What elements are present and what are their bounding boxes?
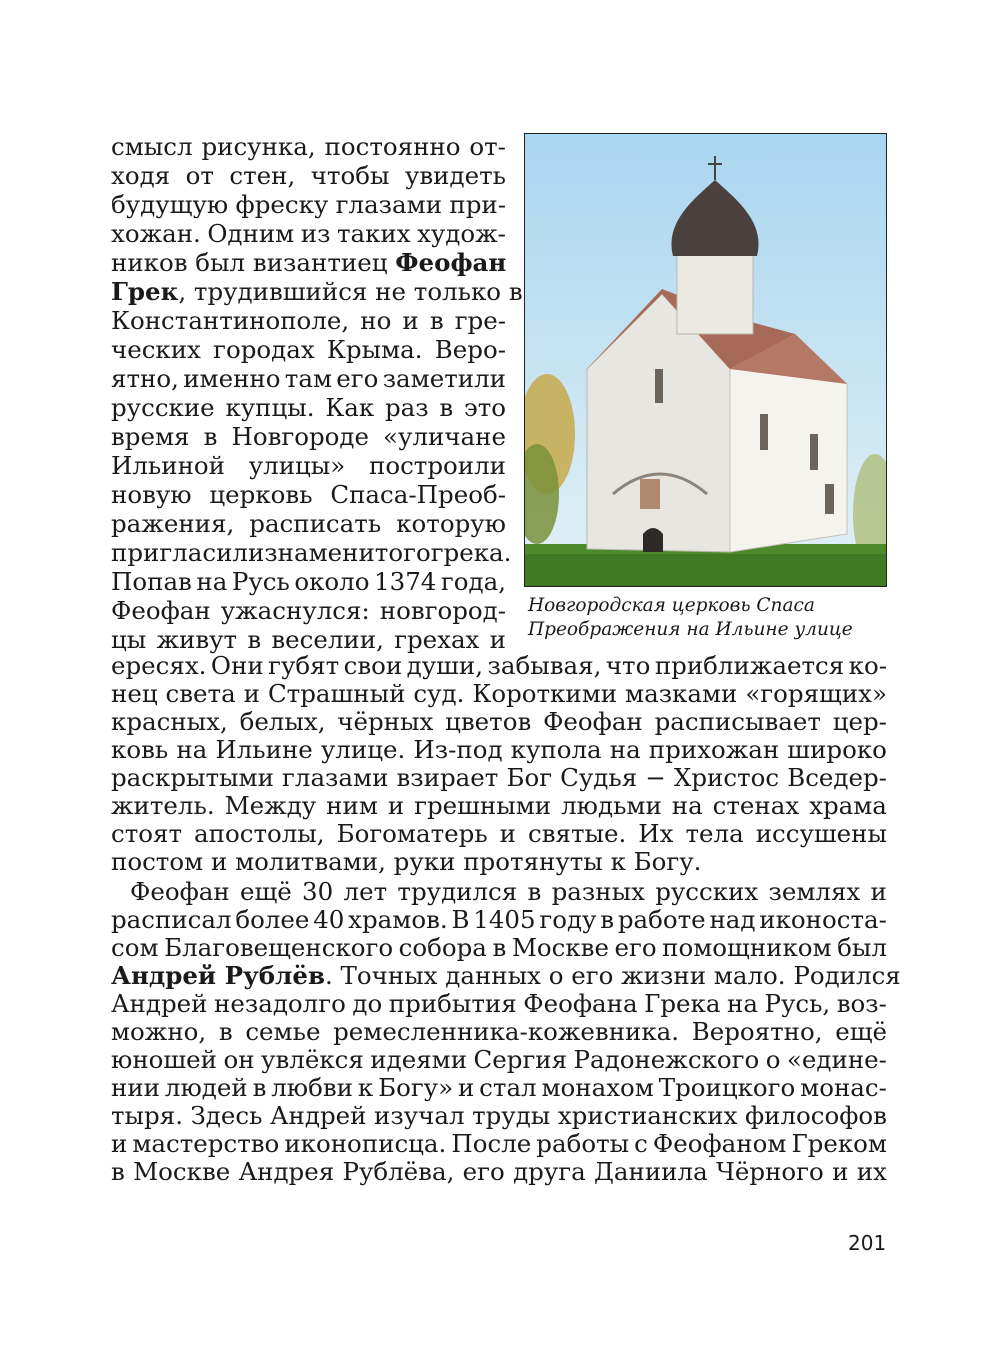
page-number: 201: [848, 1231, 887, 1255]
word: Ильине: [215, 735, 313, 764]
word: и: [499, 819, 517, 848]
word: ещё: [239, 877, 292, 906]
word: монас-: [800, 1073, 887, 1102]
word: взирает: [396, 763, 499, 792]
word: на: [609, 735, 641, 764]
word: в: [203, 422, 218, 451]
word: лет: [343, 877, 388, 906]
word: Вседер-: [787, 763, 887, 792]
word: живут: [156, 625, 238, 654]
word: и: [457, 1073, 475, 1102]
word: его: [614, 933, 657, 962]
church-photo: [524, 133, 887, 587]
text-line: [111, 451, 506, 481]
text-line: постом и молитвами, руки протянуты к Богу.: [111, 847, 702, 876]
text-line: [111, 933, 887, 963]
text-line: [111, 393, 506, 423]
word: церковь: [209, 480, 313, 509]
word: время: [111, 422, 190, 451]
text-line: [111, 161, 506, 191]
word: русских: [655, 877, 759, 906]
word: −: [645, 763, 666, 792]
word: Феофана: [523, 989, 638, 1018]
word: Крыма.: [326, 335, 423, 364]
word: стал: [479, 1073, 537, 1102]
word: гре-: [454, 306, 506, 335]
word: Судья: [560, 763, 638, 792]
word: Новгороде: [231, 422, 369, 451]
church-illustration: [525, 134, 887, 587]
word: Спаса-Преоб-: [330, 480, 506, 509]
word: мазками: [625, 679, 738, 708]
word: В: [451, 905, 470, 934]
word: что: [605, 651, 651, 680]
word: воз-: [836, 989, 887, 1018]
word: и: [111, 1129, 128, 1158]
word: Богу»: [378, 1073, 454, 1102]
text-line: [111, 567, 506, 597]
word: но: [360, 306, 392, 335]
word: улице.: [320, 735, 406, 764]
word: в: [527, 877, 542, 906]
word: трудился: [397, 877, 518, 906]
word: при-: [449, 190, 506, 219]
word: новую: [111, 480, 192, 509]
word: стенах: [712, 791, 800, 820]
word: глазами: [335, 190, 443, 219]
word: Андрей: [270, 1101, 367, 1130]
word: Феофан: [111, 596, 211, 625]
word: Богоматерь: [336, 819, 488, 848]
word: «едине-: [786, 1045, 887, 1074]
word: и: [832, 1157, 849, 1186]
word: Москве: [133, 1157, 231, 1186]
word: рисунка,: [201, 132, 316, 161]
word: веселии,: [271, 625, 384, 654]
word: Феофан: [130, 877, 230, 906]
word: цер-: [832, 707, 887, 736]
word: ковь: [111, 735, 169, 764]
word: Русь,: [764, 989, 831, 1018]
word: собора: [398, 933, 487, 962]
word: грека.: [430, 538, 512, 567]
text-line: [111, 596, 506, 626]
word: раскрытыми: [111, 763, 274, 792]
word: нец: [111, 679, 158, 708]
word: прибытия: [388, 989, 517, 1018]
word: иссушены: [755, 819, 887, 848]
word: юношей: [111, 1045, 218, 1074]
word: цветов: [445, 707, 532, 736]
word: ческих: [111, 335, 201, 364]
word: и: [870, 877, 887, 906]
text-line: [111, 1129, 887, 1159]
word: увлёкся: [261, 1045, 364, 1074]
word: 40: [313, 905, 345, 934]
word: его: [336, 364, 379, 393]
word: Греком: [791, 1129, 887, 1158]
word: Здесь: [190, 1101, 263, 1130]
text-line: [111, 422, 506, 452]
word: иконоста-: [759, 905, 887, 934]
text-line: [111, 763, 887, 793]
word: глазами: [282, 763, 389, 792]
text-line: ников был византиец Феофан: [111, 248, 507, 277]
word: прихожан: [648, 735, 780, 764]
word: храмов.: [348, 905, 448, 934]
text-line: [111, 791, 887, 821]
word: хожан.: [111, 219, 201, 248]
text-line: [111, 538, 512, 568]
word: ражения,: [111, 509, 235, 538]
word: расписать: [249, 509, 382, 538]
text-line: [111, 306, 506, 336]
word: городах: [213, 335, 315, 364]
word: Они: [210, 651, 264, 680]
word: людей: [164, 1073, 248, 1102]
text-line: [111, 735, 887, 765]
text-line: [111, 219, 506, 249]
word: о: [765, 1045, 781, 1074]
text-line: [111, 190, 506, 220]
word: Чёрного: [715, 1157, 824, 1186]
word: Бог: [506, 763, 553, 792]
word: философов: [744, 1101, 887, 1130]
word: красных,: [111, 707, 228, 736]
word: души,: [406, 651, 484, 680]
word: Грека: [644, 989, 721, 1018]
word: монахом: [541, 1073, 654, 1102]
word: в: [247, 625, 262, 654]
name-feofan: Феофан: [395, 248, 507, 277]
word: и: [402, 306, 419, 335]
word: приближается: [654, 651, 845, 680]
word: 1405: [473, 905, 536, 934]
word: смысл: [111, 132, 193, 161]
word: 30: [302, 877, 334, 906]
word: увидеть: [404, 161, 506, 190]
word: ятно,: [111, 364, 179, 393]
word: Веро-: [434, 335, 506, 364]
word: ересях.: [111, 651, 207, 680]
word: улицы»: [248, 451, 346, 480]
word: любви: [271, 1073, 354, 1102]
word: в: [111, 1157, 125, 1186]
word: в: [439, 393, 454, 422]
text-line: [111, 707, 887, 737]
text-line: [111, 819, 887, 849]
word: свои: [343, 651, 403, 680]
word: изучал: [374, 1101, 465, 1130]
text-line: [111, 989, 887, 1019]
word: и: [489, 625, 506, 654]
word: Феофан: [543, 707, 643, 736]
word: русские: [111, 393, 215, 422]
word: губят: [268, 651, 340, 680]
word: на: [196, 567, 228, 596]
word: фреску: [235, 190, 329, 219]
word: стоят: [111, 819, 183, 848]
word: Вероятно,: [691, 1017, 823, 1046]
word: с: [634, 1129, 648, 1158]
word: будущую: [111, 190, 229, 219]
word: расписал: [111, 905, 232, 934]
word: в: [492, 933, 507, 962]
text-line: [111, 905, 887, 935]
figure-caption: Новгородская церковь Спаса: [528, 595, 815, 616]
word: на: [176, 735, 208, 764]
word: чтобы: [310, 161, 390, 190]
word: в: [252, 1073, 267, 1102]
word: расписывает: [654, 707, 821, 736]
word: Троицкого: [658, 1073, 796, 1102]
word: его: [462, 1157, 505, 1186]
word: грешными: [414, 791, 552, 820]
word: цы: [111, 625, 147, 654]
word: Константинополе,: [111, 306, 350, 335]
word: до: [352, 989, 383, 1018]
word: знаменитого: [264, 538, 431, 567]
text-line: [111, 679, 887, 709]
word: землях: [768, 877, 861, 906]
text-line: [111, 1157, 887, 1187]
text-line: Андрей Рублёв. Точных данных о его жизни мало. Родился: [111, 961, 901, 990]
word: храма: [809, 791, 887, 820]
text-line: Грек, трудившийся не только в: [111, 277, 523, 306]
word: помощником: [662, 933, 832, 962]
word: он: [223, 1045, 255, 1074]
word: на: [671, 791, 703, 820]
word: купола: [510, 735, 602, 764]
word: забывая,: [487, 651, 602, 680]
word: 1374: [374, 567, 437, 596]
word: людьми: [561, 791, 662, 820]
word: идеями: [370, 1045, 468, 1074]
word: Рублёва,: [342, 1157, 455, 1186]
word: чёрных: [337, 707, 434, 736]
word: незадолго: [214, 989, 346, 1018]
word: и: [387, 791, 405, 820]
figure-caption: Преображения на Ильине улице: [528, 619, 853, 640]
word: Одним: [207, 219, 295, 248]
word: на: [726, 989, 758, 1018]
word: к: [357, 1073, 374, 1102]
text-line: [111, 335, 506, 365]
word: Андрей: [111, 989, 208, 1018]
word: был: [837, 933, 887, 962]
word: тыря.: [111, 1101, 183, 1130]
word: можно,: [111, 1017, 207, 1046]
word: грехах: [394, 625, 480, 654]
word: в: [600, 905, 615, 934]
word: тела: [685, 819, 744, 848]
word: там: [284, 364, 332, 393]
word: мастерство: [132, 1129, 280, 1158]
word: нии: [111, 1073, 160, 1102]
word: купцы.: [225, 393, 315, 422]
word: Короткими: [472, 679, 618, 708]
word: ремесленника-кожевника.: [333, 1017, 680, 1046]
word: друга: [513, 1157, 586, 1186]
word: ужаснулся:: [220, 596, 370, 625]
word: более: [235, 905, 310, 934]
word: Русь: [231, 567, 290, 596]
word: таких: [336, 219, 411, 248]
word: в: [218, 1017, 233, 1046]
word: житель.: [111, 791, 215, 820]
text-line: [111, 1017, 887, 1047]
word: Андрея: [238, 1157, 335, 1186]
word: раз: [384, 393, 429, 422]
text-line: [111, 364, 506, 394]
word: Попав: [111, 567, 192, 596]
word: Сергия: [473, 1045, 568, 1074]
word: в: [429, 306, 444, 335]
word: Даниила: [594, 1157, 708, 1186]
word: апостолы,: [194, 819, 325, 848]
word: их: [856, 1157, 887, 1186]
word: это: [463, 393, 506, 422]
word: пригласили: [111, 538, 265, 567]
name-grek: Грек: [111, 277, 179, 306]
text-line: [111, 480, 506, 510]
word: которую: [396, 509, 506, 538]
text-line: [111, 1045, 887, 1075]
word: семье: [245, 1017, 321, 1046]
word: от-: [469, 132, 506, 161]
word: года,: [440, 567, 506, 596]
word: Москве: [511, 933, 609, 962]
word: от: [185, 161, 214, 190]
word: «уличане: [383, 422, 506, 451]
word: христианских: [557, 1101, 738, 1130]
word: ходя: [111, 161, 171, 190]
word: После: [451, 1129, 532, 1158]
word: Христос: [673, 763, 780, 792]
text-line: [111, 132, 506, 162]
word: стен,: [229, 161, 296, 190]
word: труды: [472, 1101, 551, 1130]
word: Страшный: [267, 679, 406, 708]
word: Феофаном: [652, 1129, 787, 1158]
text-line: [111, 1101, 887, 1131]
word: новгород-: [379, 596, 506, 625]
word: постоянно: [324, 132, 461, 161]
text-line: [111, 1073, 887, 1103]
word: над: [709, 905, 756, 934]
text-line: [111, 651, 887, 681]
word: году: [539, 905, 597, 934]
word: света: [165, 679, 236, 708]
word: святые.: [528, 819, 627, 848]
word: Благовещенского: [164, 933, 394, 962]
word: Радонежского: [573, 1045, 760, 1074]
word: «горящих»: [745, 679, 887, 708]
word: ко-: [848, 651, 887, 680]
word: сом: [111, 933, 159, 962]
word: Из-под: [413, 735, 503, 764]
word: суд.: [413, 679, 465, 708]
word: ним: [326, 791, 378, 820]
word: Ильиной: [111, 451, 226, 480]
word: разных: [551, 877, 645, 906]
word: и: [243, 679, 260, 708]
word: работе: [617, 905, 706, 934]
word: заметили: [382, 364, 506, 393]
word: из: [300, 219, 331, 248]
word: работы: [536, 1129, 630, 1158]
paragraph-first-line: [130, 877, 887, 907]
text-line: [111, 509, 506, 539]
word: около: [294, 567, 370, 596]
word: широко: [787, 735, 887, 764]
word: ещё: [835, 1017, 887, 1046]
word: Между: [224, 791, 317, 820]
word: Как: [325, 393, 375, 422]
word: худож-: [417, 219, 506, 248]
word: белых,: [239, 707, 326, 736]
name-rublev: Андрей Рублёв: [111, 961, 325, 990]
word: иконописца.: [284, 1129, 447, 1158]
word: именно: [183, 364, 281, 393]
word: Их: [638, 819, 674, 848]
word: построили: [368, 451, 506, 480]
